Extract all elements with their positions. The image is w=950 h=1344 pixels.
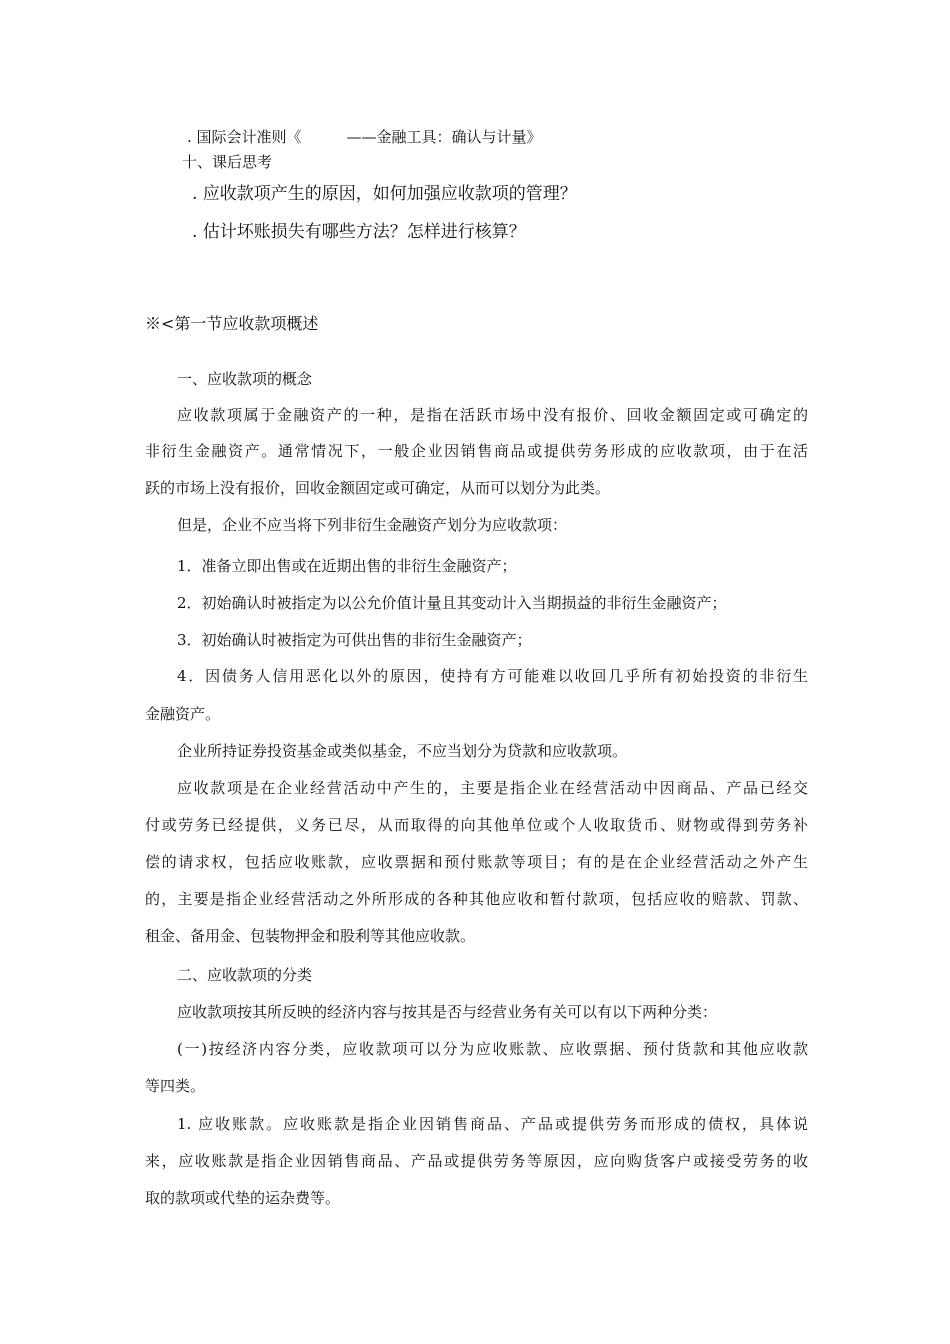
chapter-title: ※<第一节应收款项概述 xyxy=(145,314,319,333)
paragraph-6-line-1: (一)按经济内容分类，应收款项可以分为应收账款、应收票据、预付货款和其他应收款 xyxy=(177,1040,808,1058)
paragraph-7-line-2: 来，应收账款是指企业因销售商品、产品或提供劳务等原因，应向购货客户或接受劳务的收 xyxy=(145,1152,808,1170)
section-ten-title: 十、课后思考 xyxy=(182,153,273,171)
paragraph-1-line-3: 跃的市场上没有报价，回收金额固定或可确定，从而可以划分为此类。 xyxy=(145,479,611,497)
list-item: 3．初始确认时被指定为可供出售的非衍生金融资产； xyxy=(177,631,532,649)
paragraph-4-line-4: 的，主要是指企业经营活动之外所形成的各种其他应收和暂付款项，包括应收的赔款、罚款、 xyxy=(145,890,808,908)
list-item-4-line-1: 4．因债务人信用恶化以外的原因，使持有方可能难以收回几乎所有初始投资的非衍生 xyxy=(177,667,808,685)
paragraph-5: 应收款项按其所反映的经济内容与按其是否与经营业务有关可以有以下两种分类： xyxy=(177,1003,718,1021)
section-1-title: 一、应收款项的概念 xyxy=(177,370,313,388)
paragraph-3: 企业所持证券投资基金或类似基金，不应当划分为贷款和应收款项。 xyxy=(177,742,628,760)
paragraph-1-line-2: 非衍生金融资产。通常情况下，一般企业因销售商品或提供劳务形成的应收款项，由于在活 xyxy=(145,442,808,460)
paragraph-4-line-5: 租金、备用金、包装物押金和股利等其他应收款。 xyxy=(145,927,476,945)
section-2-title: 二、应收款项的分类 xyxy=(177,966,313,984)
list-item: 2．初始确认时被指定为以公允价值计量且其变动计入当期损益的非衍生金融资产； xyxy=(177,594,727,612)
question-1: . 应收款项产生的原因，如何加强应收款项的管理？ xyxy=(192,184,577,204)
paragraph-2: 但是，企业不应当将下列非衍生金融资产划分为应收款项： xyxy=(177,516,568,534)
list-item: 1．准备立即出售或在近期出售的非衍生金融资产； xyxy=(177,557,517,575)
standard-reference: . 国际会计准则《 ——金融工具：确认与计量》 xyxy=(187,128,542,146)
list-item-4-line-2: 金融资产。 xyxy=(145,705,221,723)
paragraph-4-line-1: 应收款项是在企业经营活动中产生的，主要是指企业在经营活动中因商品、产品已经交 xyxy=(177,779,808,797)
question-2: . 估计坏账损失有哪些方法？怎样进行核算？ xyxy=(192,222,526,242)
paragraph-4-line-3: 偿的请求权，包括应收账款，应收票据和预付账款等项目；有的是在企业经营活动之外产生 xyxy=(145,853,808,871)
paragraph-7-line-3: 取的款项或代垫的运杂费等。 xyxy=(145,1189,341,1207)
paragraph-4-line-2: 付或劳务已经提供，义务已尽，从而取得的向其他单位或个人收取货币、财物或得到劳务补 xyxy=(145,816,808,834)
paragraph-6-line-2: 等四类。 xyxy=(145,1077,206,1095)
paragraph-1-line-1: 应收款项属于金融资产的一种，是指在活跃市场中没有报价、回收金额固定或可确定的 xyxy=(177,406,808,424)
paragraph-7-line-1: 1. 应收账款。应收账款是指企业因销售商品、产品或提供劳务而形成的债权，具体说 xyxy=(177,1115,808,1133)
